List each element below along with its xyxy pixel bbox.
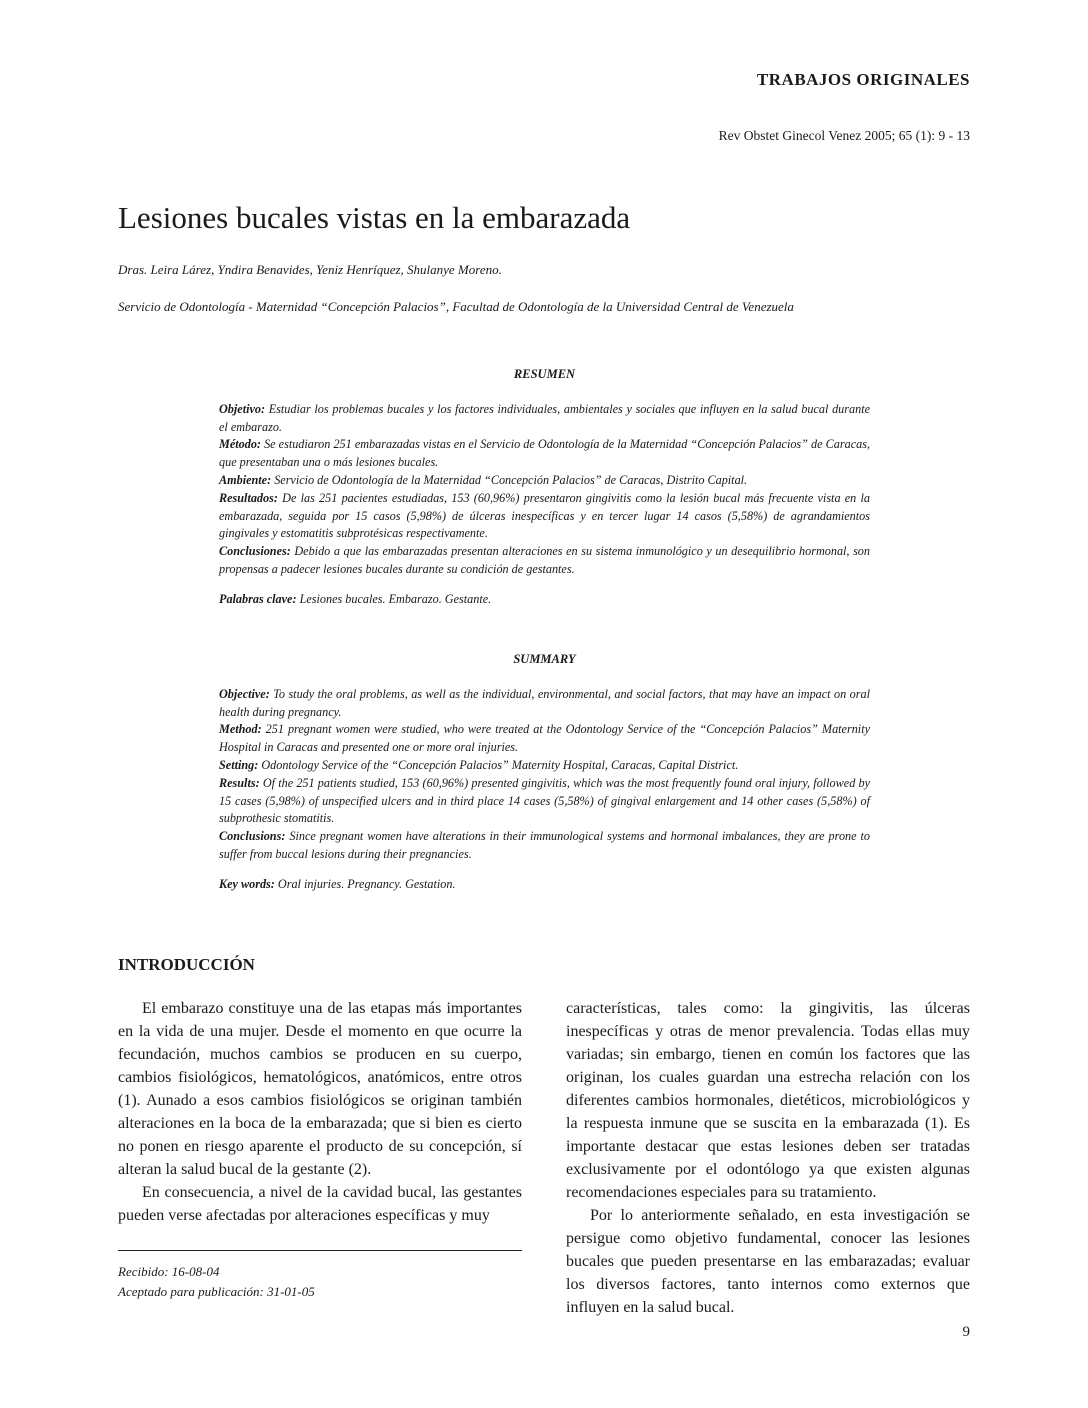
summary-conclusions: Conclusions: Since pregnant women have alterations in their immunological systems and hormonal imbalances, they are prone to suffer from buccal lesions during their pregnancies.	[219, 829, 870, 861]
body-paragraph: En consecuencia, a nivel de la cavidad bucal, las gestantes pueden verse afectadas por alteraciones específicas y muy	[118, 1184, 522, 1224]
footnote-divider	[118, 1250, 522, 1251]
accepted-date: Aceptado para publicación: 31-01-05	[118, 1284, 315, 1299]
article-affiliation: Servicio de Odontología - Maternidad “Concepción Palacios”, Facultad de Odontología de la Universidad Central de Venezuela	[118, 299, 794, 314]
summary-heading: SUMMARY	[513, 652, 576, 666]
resumen-ambiente: Ambiente: Servicio de Odontología de la Maternidad “Concepción Palacios” de Caracas, Distrito Capital.	[219, 472, 748, 487]
journal-citation: Rev Obstet Ginecol Venez 2005; 65 (1): 9 - 13	[718, 128, 970, 143]
section-label: TRABAJOS ORIGINALES	[756, 70, 970, 89]
body-paragraph: El embarazo constituye una de las etapas más importantes en la vida de una mujer. Desde el momento en que ocurre la fecundación, muchos cambios se producen en su cuerpo, cambios fisiológicos, hematológicos, anatómicos, entre otros (1). Aunado a esos cambios fisiológicos se originan también alteraciones en la boca de la embarazada; que si bien es cierto no ponen en riesgo aparente el producto de su concepción, sí alteran la salud bucal de la gestante (2).	[118, 1000, 522, 1178]
summary-block	[219, 651, 870, 894]
summary-keywords: Key words: Oral injuries. Pregnancy. Gestation.	[219, 876, 456, 891]
footnote	[118, 1262, 315, 1302]
resumen-metodo: Método: Se estudiaron 251 embarazadas vistas en el Servicio de Odontología de la Maternidad “Concepción Palacios” de Caracas, que presentaban una o más lesiones bucales.	[219, 437, 870, 470]
body-column-left	[118, 997, 522, 1227]
received-date: Recibido: 16-08-04	[118, 1264, 220, 1279]
resumen-heading: RESUMEN	[513, 367, 576, 381]
article-authors: Dras. Leira Lárez, Yndira Benavides, Yeniz Henríquez, Shulanye Moreno.	[118, 262, 502, 277]
summary-setting: Setting: Odontology Service of the “Concepción Palacios” Maternity Hospital, Caracas, Capital District.	[219, 757, 739, 772]
introduccion-heading: INTRODUCCIÓN	[118, 955, 255, 974]
resumen-objetivo: Objetivo: Estudiar los problemas bucales y los factores individuales, ambientales y sociales que influyen en la salud bucal durante el embarazo.	[219, 401, 870, 434]
resumen-block	[219, 366, 870, 609]
page-number: 9	[962, 1324, 970, 1340]
resumen-keywords: Palabras clave: Lesiones bucales. Embarazo. Gestante.	[219, 591, 492, 606]
body-paragraph: características, tales como: la gingivitis, las úlceras inespecíficas y otras de menor prevalencia. Todas ellas muy variadas; sin embargo, tienen en común los factores que las originan, los cuales guardan una estrecha relación con los diferentes cambios hormonales, dietéticos, microbiológicos y la respuesta inmune que se suscita en la embarazada (1). Es importante destacar que estas lesiones deben ser tratadas exclusivamente por el odontólogo ya que existen algunas recomendaciones especiales para su tratamiento.	[566, 1000, 970, 1201]
resumen-conclusiones: Conclusiones: Debido a que las embarazadas presentan alteraciones en su sistema inmunológico y un desequilibrio hormonal, son propensas a padecer lesiones bucales durante su condición de gestantes.	[219, 544, 870, 576]
summary-objective: Objective: To study the oral problems, as well as the individual, environmental, and social factors, that may have an impact on oral health during pregnancy.	[219, 686, 870, 719]
body-column-right	[566, 997, 970, 1319]
body-paragraph: Por lo anteriormente señalado, en esta investigación se persigue como objetivo fundamental, conocer las lesiones bucales que pueden presentarse en las embarazadas; evaluar los diversos factores, tanto internos como externos que influyen en la salud bucal.	[566, 1207, 970, 1316]
summary-results: Results: Of the 251 patients studied, 153 (60,96%) presented gingivitis, which was the most frequently found oral injury, followed by 15 cases (5,98%) of unspecified ulcers and in third place 14 cases (5,58%) of gingival enlargement and 14 other cases (5,58%) of subprothesic stomatitis.	[219, 775, 870, 826]
article-title: Lesiones bucales vistas en la embarazada	[118, 200, 631, 235]
summary-method: Method: 251 pregnant women were studied, who were treated at the Odontology Service of the “Concepción Palacios” Maternity Hospital in Caracas and presented one or more oral injuries.	[219, 722, 870, 755]
resumen-resultados: Resultados: De las 251 pacientes estudiadas, 153 (60,96%) presentaron gingivitis como la lesión bucal más frecuente vista en la embarazada, seguida por 15 casos (5,98%) de úlceras inespecíficas y en tercer lugar 14 casos (5,58%) de agrandamientos gingivales y estomatitis subprotésicas respectivamente.	[219, 490, 870, 541]
